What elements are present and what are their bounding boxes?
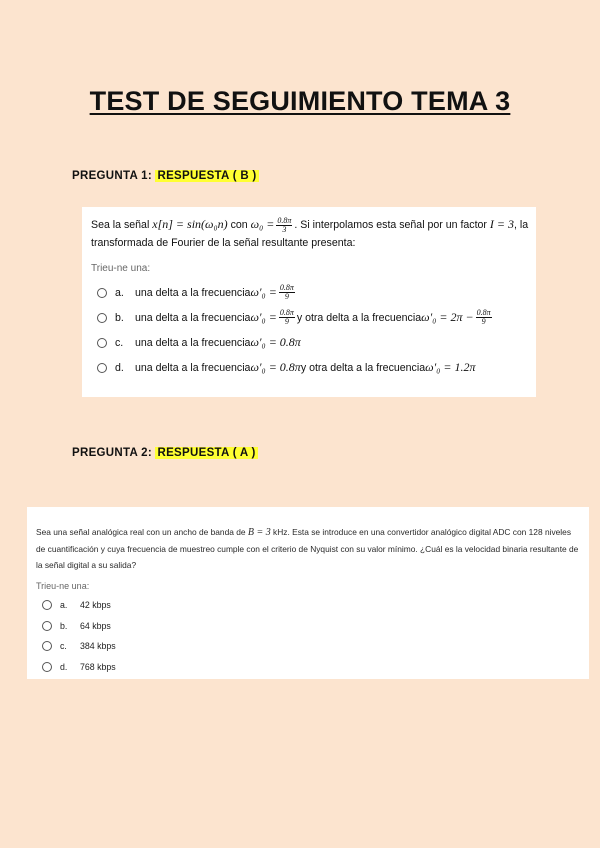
question-2-prompt: Trieu-ne una:: [36, 581, 90, 591]
question-1-prompt: Trieu-ne una:: [91, 263, 151, 274]
question-2-answer: RESPUESTA ( A ): [157, 447, 256, 459]
radio-button[interactable]: [97, 338, 107, 348]
question-1-option-d[interactable]: d. una delta a la frecuencia ω′₀ = 0.8π y otra delta a la frecuencia ω′₀ = 1.2π: [91, 355, 530, 380]
question-2-option-d[interactable]: d. 768 kbps: [36, 657, 579, 678]
question-1-label: PREGUNTA 1:: [72, 170, 152, 182]
radio-button[interactable]: [42, 621, 52, 631]
question-1-statement: Sea la señal x[n] = sin(ω₀n) con ω₀ = $\frac{0.8\pi}{3}$ . Si interpolamos esta señal por un factor I = 3, la transformada de Fourier de la señal resultante presenta:: [91, 215, 529, 249]
question-2-heading: [72, 447, 258, 459]
radio-button[interactable]: [42, 641, 52, 651]
radio-button[interactable]: [97, 288, 107, 298]
question-1-card: [82, 207, 536, 397]
radio-button[interactable]: [97, 313, 107, 323]
question-2-option-b[interactable]: b. 64 kbps: [36, 616, 579, 637]
page-title: TEST DE SEGUIMIENTO TEMA 3: [89, 86, 511, 116]
question-1-heading: [72, 170, 259, 182]
question-1-option-c[interactable]: c. una delta a la frecuencia ω′₀ = 0.8π: [91, 330, 530, 355]
question-1-option-a[interactable]: a. una delta a la frecuencia ω′₀ = $\frac{0.8\pi}{9}$: [91, 280, 530, 305]
question-2-statement: Sea una señal analógica real con un ancho de banda de B = 3 kHz. Esta se introduce en una convertidor analógico digital ADC con 128 niveles de cuantificación y cuya frecuencia de muestreo cumple con el criterio de Nyquist con su valor mínimo. ¿Cuál es la velocidad binaria resultante de la señal digital a su salida?: [36, 527, 579, 570]
radio-button[interactable]: [97, 363, 107, 373]
question-2-option-a[interactable]: a. 42 kbps: [36, 595, 579, 616]
question-2-card: [27, 507, 589, 679]
question-1-answer: RESPUESTA ( B ): [157, 170, 257, 182]
question-2-label: PREGUNTA 2:: [72, 447, 152, 459]
question-2-option-c[interactable]: c. 384 kbps: [36, 636, 579, 657]
radio-button[interactable]: [42, 600, 52, 610]
radio-button[interactable]: [42, 662, 52, 672]
question-1-option-b[interactable]: b. una delta a la frecuencia ω′₀ = $\frac{0.8\pi}{9}$ y otra delta a la frecuencia ω′₀ = 2π − $\frac{0.8\pi}{9}$: [91, 305, 530, 330]
